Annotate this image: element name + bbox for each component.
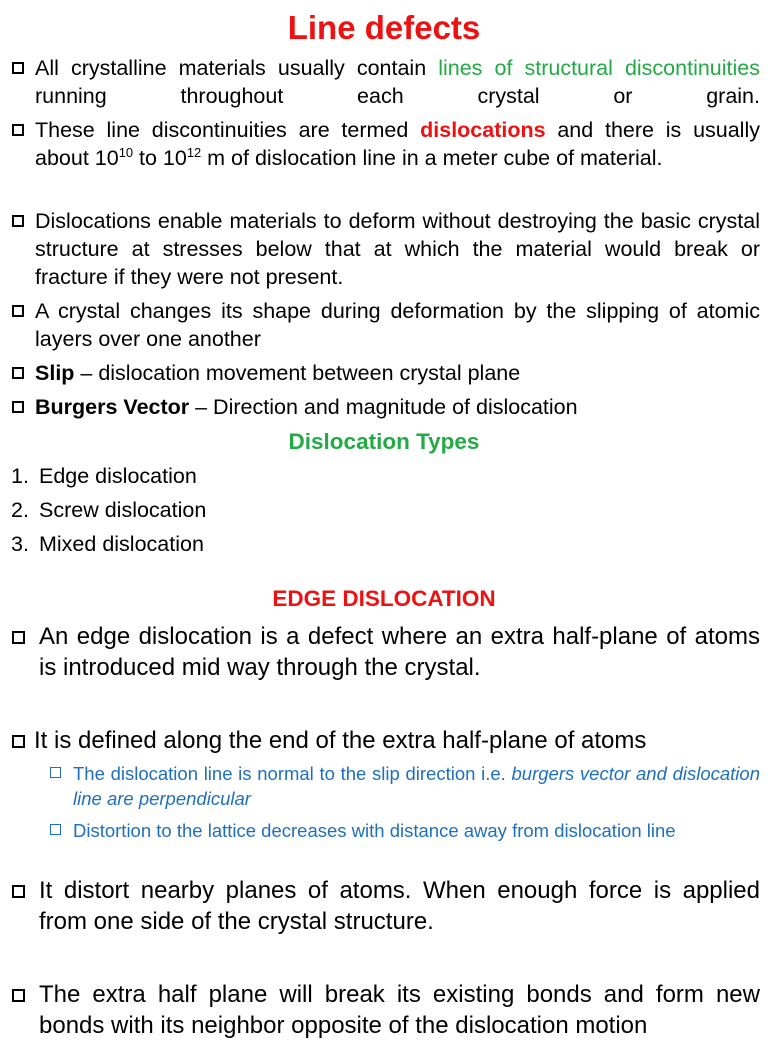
bullet-slip [12, 359, 760, 387]
checkbox-bullet-icon [50, 767, 61, 778]
bullet-structural-discontinuities [12, 54, 760, 110]
checkbox-bullet-icon [12, 631, 25, 644]
bullet-text: All crystalline materials usually contain lines of structural discontinuities running throughout each crystal or grain. [35, 56, 760, 108]
bullet-distort [12, 875, 760, 937]
bullet-text: These line discontinuities are termed dislocations and there is usually about $10^{10}$ to $10^{12}$ m of dislocation line in a meter cube of material. [35, 118, 760, 170]
subbullet-normal [50, 761, 760, 811]
bullet-deform [12, 207, 760, 291]
highlight-red: dislocations [420, 118, 546, 142]
edge-dislocation-heading: EDGE DISLOCATION [272, 586, 496, 611]
checkbox-bullet-icon [50, 824, 61, 835]
checkbox-bullet-icon [12, 124, 24, 136]
bullet-burgers-vector [12, 393, 760, 421]
checkbox-bullet-icon [12, 885, 25, 898]
bullet-dislocations [12, 116, 760, 172]
bullet-extra-half-plane [12, 979, 760, 1041]
list-item: 1. Edge dislocation [11, 464, 197, 488]
checkbox-bullet-icon [12, 735, 25, 748]
bullet-text: Distortion to the lattice decreases with distance away from dislocation line [73, 820, 676, 841]
checkbox-bullet-icon [12, 62, 24, 74]
bullet-text: It distort nearby planes of atoms. When enough force is applied from one side of the crystal structure. [39, 877, 760, 935]
bullet-text: Burgers Vector – Direction and magnitude of dislocation [35, 395, 578, 419]
bullet-text: A crystal changes its shape during deformation by the slipping of atomic layers over one another [35, 299, 760, 351]
bullet-half-plane [12, 725, 760, 756]
subbullet-distortion [50, 818, 760, 843]
checkbox-bullet-icon [12, 305, 24, 317]
highlight-green: lines of structural discontinuities [438, 56, 760, 80]
checkbox-bullet-icon [12, 989, 25, 1002]
checkbox-bullet-icon [12, 401, 24, 413]
list-item: 2. Screw dislocation [11, 498, 207, 522]
bullet-text: It is defined along the end of the extra half-plane of atoms [34, 727, 647, 754]
checkbox-bullet-icon [12, 367, 24, 379]
slide-title: Line defects [287, 9, 481, 46]
list-item: 3. Mixed dislocation [11, 532, 204, 556]
bullet-text: Dislocations enable materials to deform without destroying the basic crystal structure at stresses below that at which the material would break or fracture if they were not present. [35, 209, 760, 289]
bullet-slipping [12, 297, 760, 353]
checkbox-bullet-icon [12, 215, 24, 227]
bullet-edge-definition [12, 621, 760, 683]
bullet-text: The dislocation line is normal to the slip direction i.e. burgers vector and dislocation line are perpendicular [73, 763, 760, 809]
dislocation-types-heading: Dislocation Types [288, 429, 480, 454]
bullet-text: The extra half plane will break its existing bonds and form new bonds with its neighbor opposite of the dislocation motion [39, 981, 760, 1039]
bullet-text: An edge dislocation is a defect where an extra half-plane of atoms is introduced mid way through the crystal. [39, 623, 760, 681]
bullet-text: Slip – dislocation movement between crystal plane [35, 361, 521, 385]
